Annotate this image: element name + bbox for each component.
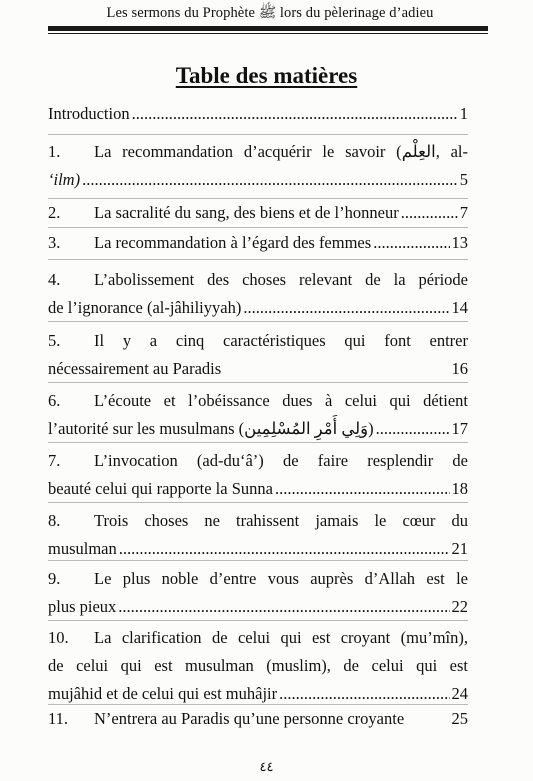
toc-entry-4[interactable] — [48, 266, 468, 322]
toc-entry-line-1: L’abolissement des choses relevant de la période — [94, 270, 468, 289]
toc-entry-number: 1. — [48, 142, 61, 161]
toc-entry-number: 10. — [48, 628, 69, 647]
toc-entry-2[interactable] — [48, 199, 468, 227]
running-header: Les sermons du Prophète ﷺ lors du pèlerinage d’adieu — [106, 5, 434, 21]
toc-page-number: 22 — [451, 597, 468, 616]
toc-entry-10[interactable] — [48, 624, 468, 708]
leader-dots — [275, 475, 450, 503]
page-title: Table des matières — [175, 63, 358, 88]
toc-entry-line-2: ‘ilm) — [48, 170, 81, 189]
toc-entry-line-2: plus pieux — [48, 597, 117, 616]
toc-page-number: 7 — [459, 203, 468, 222]
separator — [48, 382, 468, 383]
toc-entry-5[interactable] — [48, 327, 468, 383]
separator — [48, 502, 468, 503]
toc-entry-line-2: nécessairement au Paradis — [48, 359, 222, 378]
toc-entry-line-2: beauté celui qui rapporte la Sunna — [48, 479, 273, 498]
separator — [48, 560, 468, 561]
separator — [48, 227, 468, 228]
toc-entry-number: 11. — [48, 709, 69, 728]
toc-entry-line-2: de l’ignorance (al-jâhiliyyah) — [48, 298, 242, 317]
toc-page-number: 18 — [451, 479, 468, 498]
toc-page-number: 13 — [451, 233, 468, 252]
toc-entry-label: Introduction — [48, 104, 130, 123]
leader-dots — [119, 535, 450, 563]
toc-entry-line-1: La clarification de celui qui est croyant (mu’mîn), — [94, 628, 468, 647]
toc-entry-number: 3. — [48, 233, 61, 252]
header-rule-thick — [48, 26, 488, 31]
toc-page-number: 25 — [451, 709, 468, 728]
toc-entry-number: 7. — [48, 451, 61, 470]
leader-dots — [376, 415, 450, 443]
toc-entry-9[interactable] — [48, 565, 468, 621]
leader-dots — [373, 229, 449, 257]
toc-entry-line-2: de celui qui est musulman (muslim), de celui qui est — [48, 656, 468, 675]
toc-entry-1[interactable] — [48, 138, 468, 194]
separator — [48, 259, 468, 260]
toc-entry-line-3: mujâhid et de celui qui est muhâjir — [48, 684, 278, 703]
toc-entry-number: 6. — [48, 391, 61, 410]
toc-entry-line-1: L’écoute et l’obéissance dues à celui qui détient — [94, 391, 468, 410]
toc-entry-7[interactable] — [48, 447, 468, 503]
toc-page-number: 21 — [451, 539, 468, 558]
toc-entry-number: 9. — [48, 569, 61, 588]
toc-entry-number: 5. — [48, 331, 61, 350]
page-folio: ٤٤ — [259, 759, 274, 774]
toc-entry-number: 4. — [48, 270, 61, 289]
toc-page-number: 1 — [459, 104, 468, 123]
separator — [48, 321, 468, 322]
separator — [48, 134, 468, 135]
separator — [48, 442, 468, 443]
toc-entry-line-1: La recommandation d’acquérir le savoir (العِلْم, al- — [94, 142, 469, 161]
leader-dots — [132, 100, 458, 128]
toc-entry-line-1: Trois choses ne trahissent jamais le cœur du — [94, 511, 468, 530]
toc-page-number: 24 — [451, 684, 468, 703]
toc-page-number: 5 — [459, 170, 468, 189]
toc-entry-8[interactable] — [48, 507, 468, 563]
header-rule-thin — [48, 33, 488, 34]
toc-entry-label: N’entrera au Paradis qu’une personne croyante — [94, 709, 405, 728]
toc-page-number: 14 — [451, 298, 468, 317]
toc-entry-number: 2. — [48, 203, 61, 222]
toc-entry-number: 8. — [48, 511, 61, 530]
leader-dots — [401, 199, 458, 227]
toc-entry-line-1: L’invocation (ad-du‘â’) de faire resplendir de — [94, 451, 468, 470]
leader-dots — [118, 593, 449, 621]
toc-entry-line-1: Il y a cinq caractéristiques qui font entrer — [94, 331, 468, 350]
toc-entry-label: La recommandation à l’égard des femmes — [94, 233, 372, 252]
toc-page-number: 17 — [451, 419, 468, 438]
toc-entry-line-2: l’autorité sur les musulmans (وَلِي أَمْرِ المُسْلِمِين) — [48, 419, 374, 438]
toc-entry-label: La sacralité du sang, des biens et de l’honneur — [94, 203, 399, 222]
leader-dots — [82, 166, 458, 194]
toc-entry-introduction[interactable] — [48, 100, 468, 128]
toc-entry-line-1: Le plus noble d’entre vous auprès d’Allah est le — [94, 569, 468, 588]
separator — [48, 620, 468, 621]
toc-entry-11[interactable] — [48, 705, 468, 733]
leader-dots — [243, 294, 449, 322]
toc-entry-6[interactable] — [48, 387, 468, 443]
toc-page-number: 16 — [451, 359, 468, 378]
toc-entry-3[interactable] — [48, 229, 468, 257]
toc-entry-line-2: musulman — [48, 539, 117, 558]
